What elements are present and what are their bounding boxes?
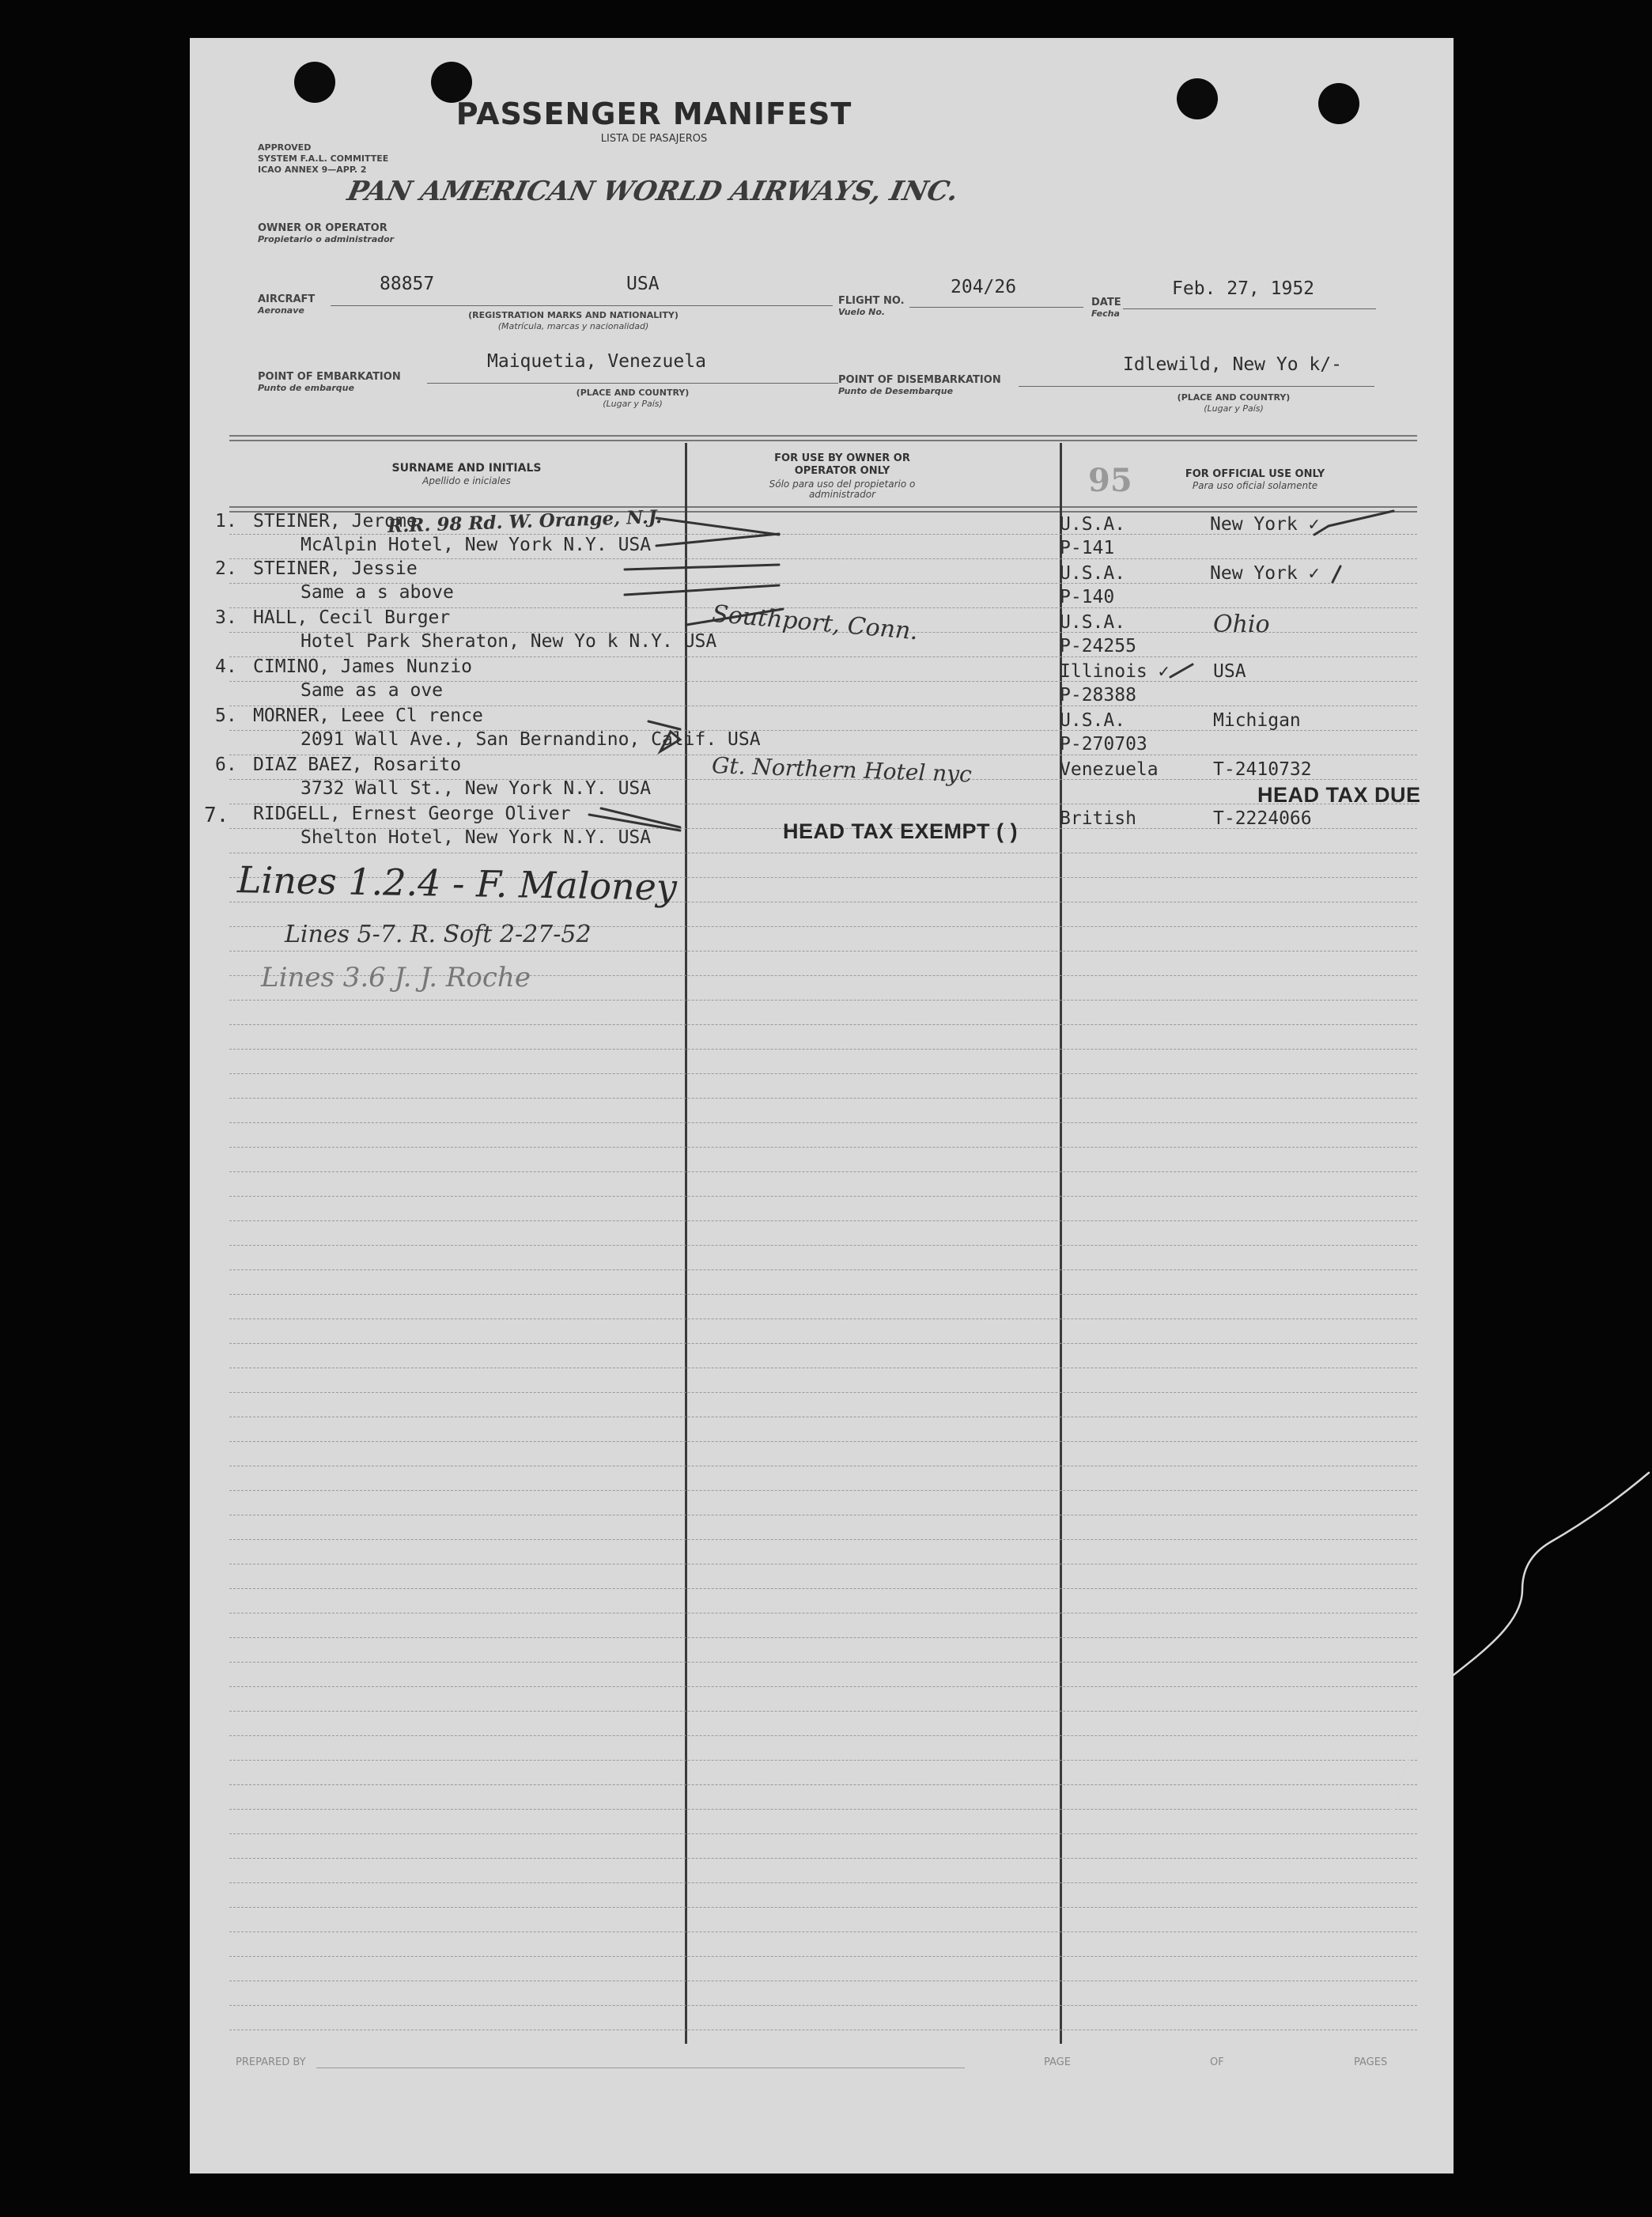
of-label: OF: [1210, 2056, 1224, 2068]
disembarkation-label-es: Punto de Desembarque: [838, 386, 954, 396]
approval-line: SYSTEM F.A.L. COMMITTEE: [258, 153, 389, 164]
page-subtitle: LISTA DE PASAJEROS: [600, 133, 708, 145]
aircraft-number: 88857: [380, 274, 435, 294]
passenger-official-note: New York ✓: [1210, 514, 1320, 535]
disembarkation-place: Idlewild, New Yo k/-: [1123, 354, 1342, 375]
page-label: PAGE: [1044, 2056, 1071, 2068]
passenger-address: 2091 Wall Ave., San Bernandino, Calif. USA: [301, 729, 761, 750]
passenger-name: RIDGELL, Ernest George Oliver: [253, 804, 571, 824]
passenger-citizenship: U.S.A.: [1060, 612, 1126, 633]
passenger-passport: P-28388: [1060, 685, 1136, 706]
inspector-annotation: Lines 1.2.4 - F. Maloney: [236, 858, 678, 909]
date-label: DATE: [1091, 297, 1121, 308]
page-title: PASSENGER MANIFEST: [456, 96, 852, 131]
passenger-citizenship: Venezuela: [1060, 759, 1159, 780]
passenger-passport: P-141: [1060, 538, 1115, 558]
date-label-es: Fecha: [1091, 308, 1120, 319]
passenger-address: Hotel Park Sheraton, New Yo k N.Y. USA: [301, 631, 717, 652]
registration-caption: (REGISTRATION MARKS AND NATIONALITY): [468, 310, 679, 320]
passenger-address: McAlpin Hotel, New York N.Y. USA: [301, 535, 652, 555]
passenger-passport: P-270703: [1060, 734, 1147, 755]
passenger-citizenship: Illinois ✓: [1060, 661, 1170, 682]
flight-date: Feb. 27, 1952: [1172, 278, 1315, 299]
passenger-official-note: USA: [1213, 661, 1246, 682]
passenger-number: 7.: [204, 804, 229, 827]
passenger-number: 4.: [215, 656, 237, 677]
passenger-official-note: T-2410732: [1213, 759, 1312, 780]
prepared-by-label: PREPARED BY: [236, 2056, 306, 2068]
passenger-official-note: T-2224066: [1213, 808, 1312, 829]
passenger-name: CIMINO, James Nunzio: [253, 656, 472, 677]
operator-name: PAN AMERICAN WORLD AIRWAYS, INC.: [344, 176, 962, 207]
passenger-address: 3732 Wall St., New York N.Y. USA: [301, 778, 652, 799]
passenger-number: 3.: [215, 607, 237, 628]
flight-number: 204/26: [951, 277, 1017, 297]
disembarkation-caption-es: (Lugar y País): [1204, 403, 1264, 414]
passenger-address: Shelton Hotel, New York N.Y. USA: [301, 827, 652, 848]
embarkation-label: POINT OF EMBARKATION: [258, 371, 401, 383]
passenger-number: 1.: [215, 511, 237, 532]
passenger-number: 5.: [215, 706, 237, 726]
approval-line: ICAO ANNEX 9—APP. 2: [258, 165, 367, 175]
embarkation-caption: (PLACE AND COUNTRY): [576, 388, 690, 398]
passenger-number: 2.: [215, 558, 237, 579]
embarkation-caption-es: (Lugar y País): [603, 399, 663, 409]
registration-caption-es: (Matrícula, marcas y nacionalidad): [497, 321, 649, 331]
passenger-name: DIAZ BAEZ, Rosarito: [253, 755, 462, 775]
passenger-official-note: Ohio: [1213, 611, 1270, 638]
approval-line: APPROVED: [258, 142, 312, 153]
passenger-name: MORNER, Leee Cl rence: [253, 706, 483, 726]
passenger-address: Same a s above: [301, 582, 454, 603]
column-header-surname-es: Apellido e iniciales: [422, 475, 511, 486]
inspector-annotation: Lines 3.6 J. J. Roche: [261, 962, 531, 993]
passenger-citizenship: U.S.A.: [1060, 563, 1126, 584]
passenger-official-note: Michigan: [1213, 710, 1301, 731]
column-header-official-use-es: Para uso oficial solamente: [1192, 480, 1318, 491]
head-tax-exempt-stamp: HEAD TAX EXEMPT ( ): [783, 819, 1019, 843]
disembarkation-caption: (PLACE AND COUNTRY): [1177, 392, 1291, 403]
column-header-owner-use-es: Sólo para uso del propietario o administrador: [769, 479, 916, 500]
column-header-surname: SURNAME AND INITIALS: [391, 462, 542, 475]
passenger-official-note: New York ✓: [1210, 563, 1320, 584]
aircraft-nationality: USA: [626, 274, 660, 294]
aircraft-label-es: Aeronave: [258, 305, 304, 316]
flight-label-es: Vuelo No.: [838, 307, 886, 317]
official-number: 95: [1088, 462, 1132, 499]
inspector-annotation: Lines 5-7. R. Soft 2-27-52: [285, 921, 592, 948]
aircraft-label: AIRCRAFT: [258, 293, 316, 305]
passenger-name: HALL, Cecil Burger: [253, 607, 451, 628]
passenger-citizenship: British: [1060, 808, 1136, 829]
passenger-handwritten-note: Southport, Conn.: [710, 600, 920, 646]
owner-label-es: Propietario o administrador: [258, 234, 395, 244]
disembarkation-label: POINT OF DISEMBARKATION: [838, 374, 1001, 386]
passenger-handwritten-note: Gt. Northern Hotel nyc: [711, 752, 973, 788]
embarkation-place: Maiquetia, Venezuela: [487, 351, 706, 372]
pages-label: PAGES: [1354, 2056, 1388, 2068]
embarkation-label-es: Punto de embarque: [258, 383, 354, 393]
head-tax-due-stamp: HEAD TAX DUE: [1257, 783, 1421, 807]
column-header-official-use: FOR OFFICIAL USE ONLY: [1185, 468, 1325, 480]
owner-label: OWNER OR OPERATOR: [258, 222, 387, 234]
passenger-citizenship: U.S.A.: [1060, 710, 1126, 731]
passenger-handwritten-note: R.R. 98 Rd. W. Orange, N.J.: [387, 505, 663, 538]
passenger-name: STEINER, Jerome: [253, 511, 418, 532]
passenger-passport: P-24255: [1060, 636, 1136, 656]
passenger-address: Same as a ove: [301, 680, 444, 701]
passenger-passport: P-140: [1060, 587, 1115, 607]
column-header-owner-use: FOR USE BY OWNER OR OPERATOR ONLY: [774, 452, 910, 477]
passenger-number: 6.: [215, 755, 237, 775]
flight-label: FLIGHT NO.: [838, 295, 905, 307]
passenger-name: STEINER, Jessie: [253, 558, 418, 579]
passenger-citizenship: U.S.A.: [1060, 514, 1126, 535]
